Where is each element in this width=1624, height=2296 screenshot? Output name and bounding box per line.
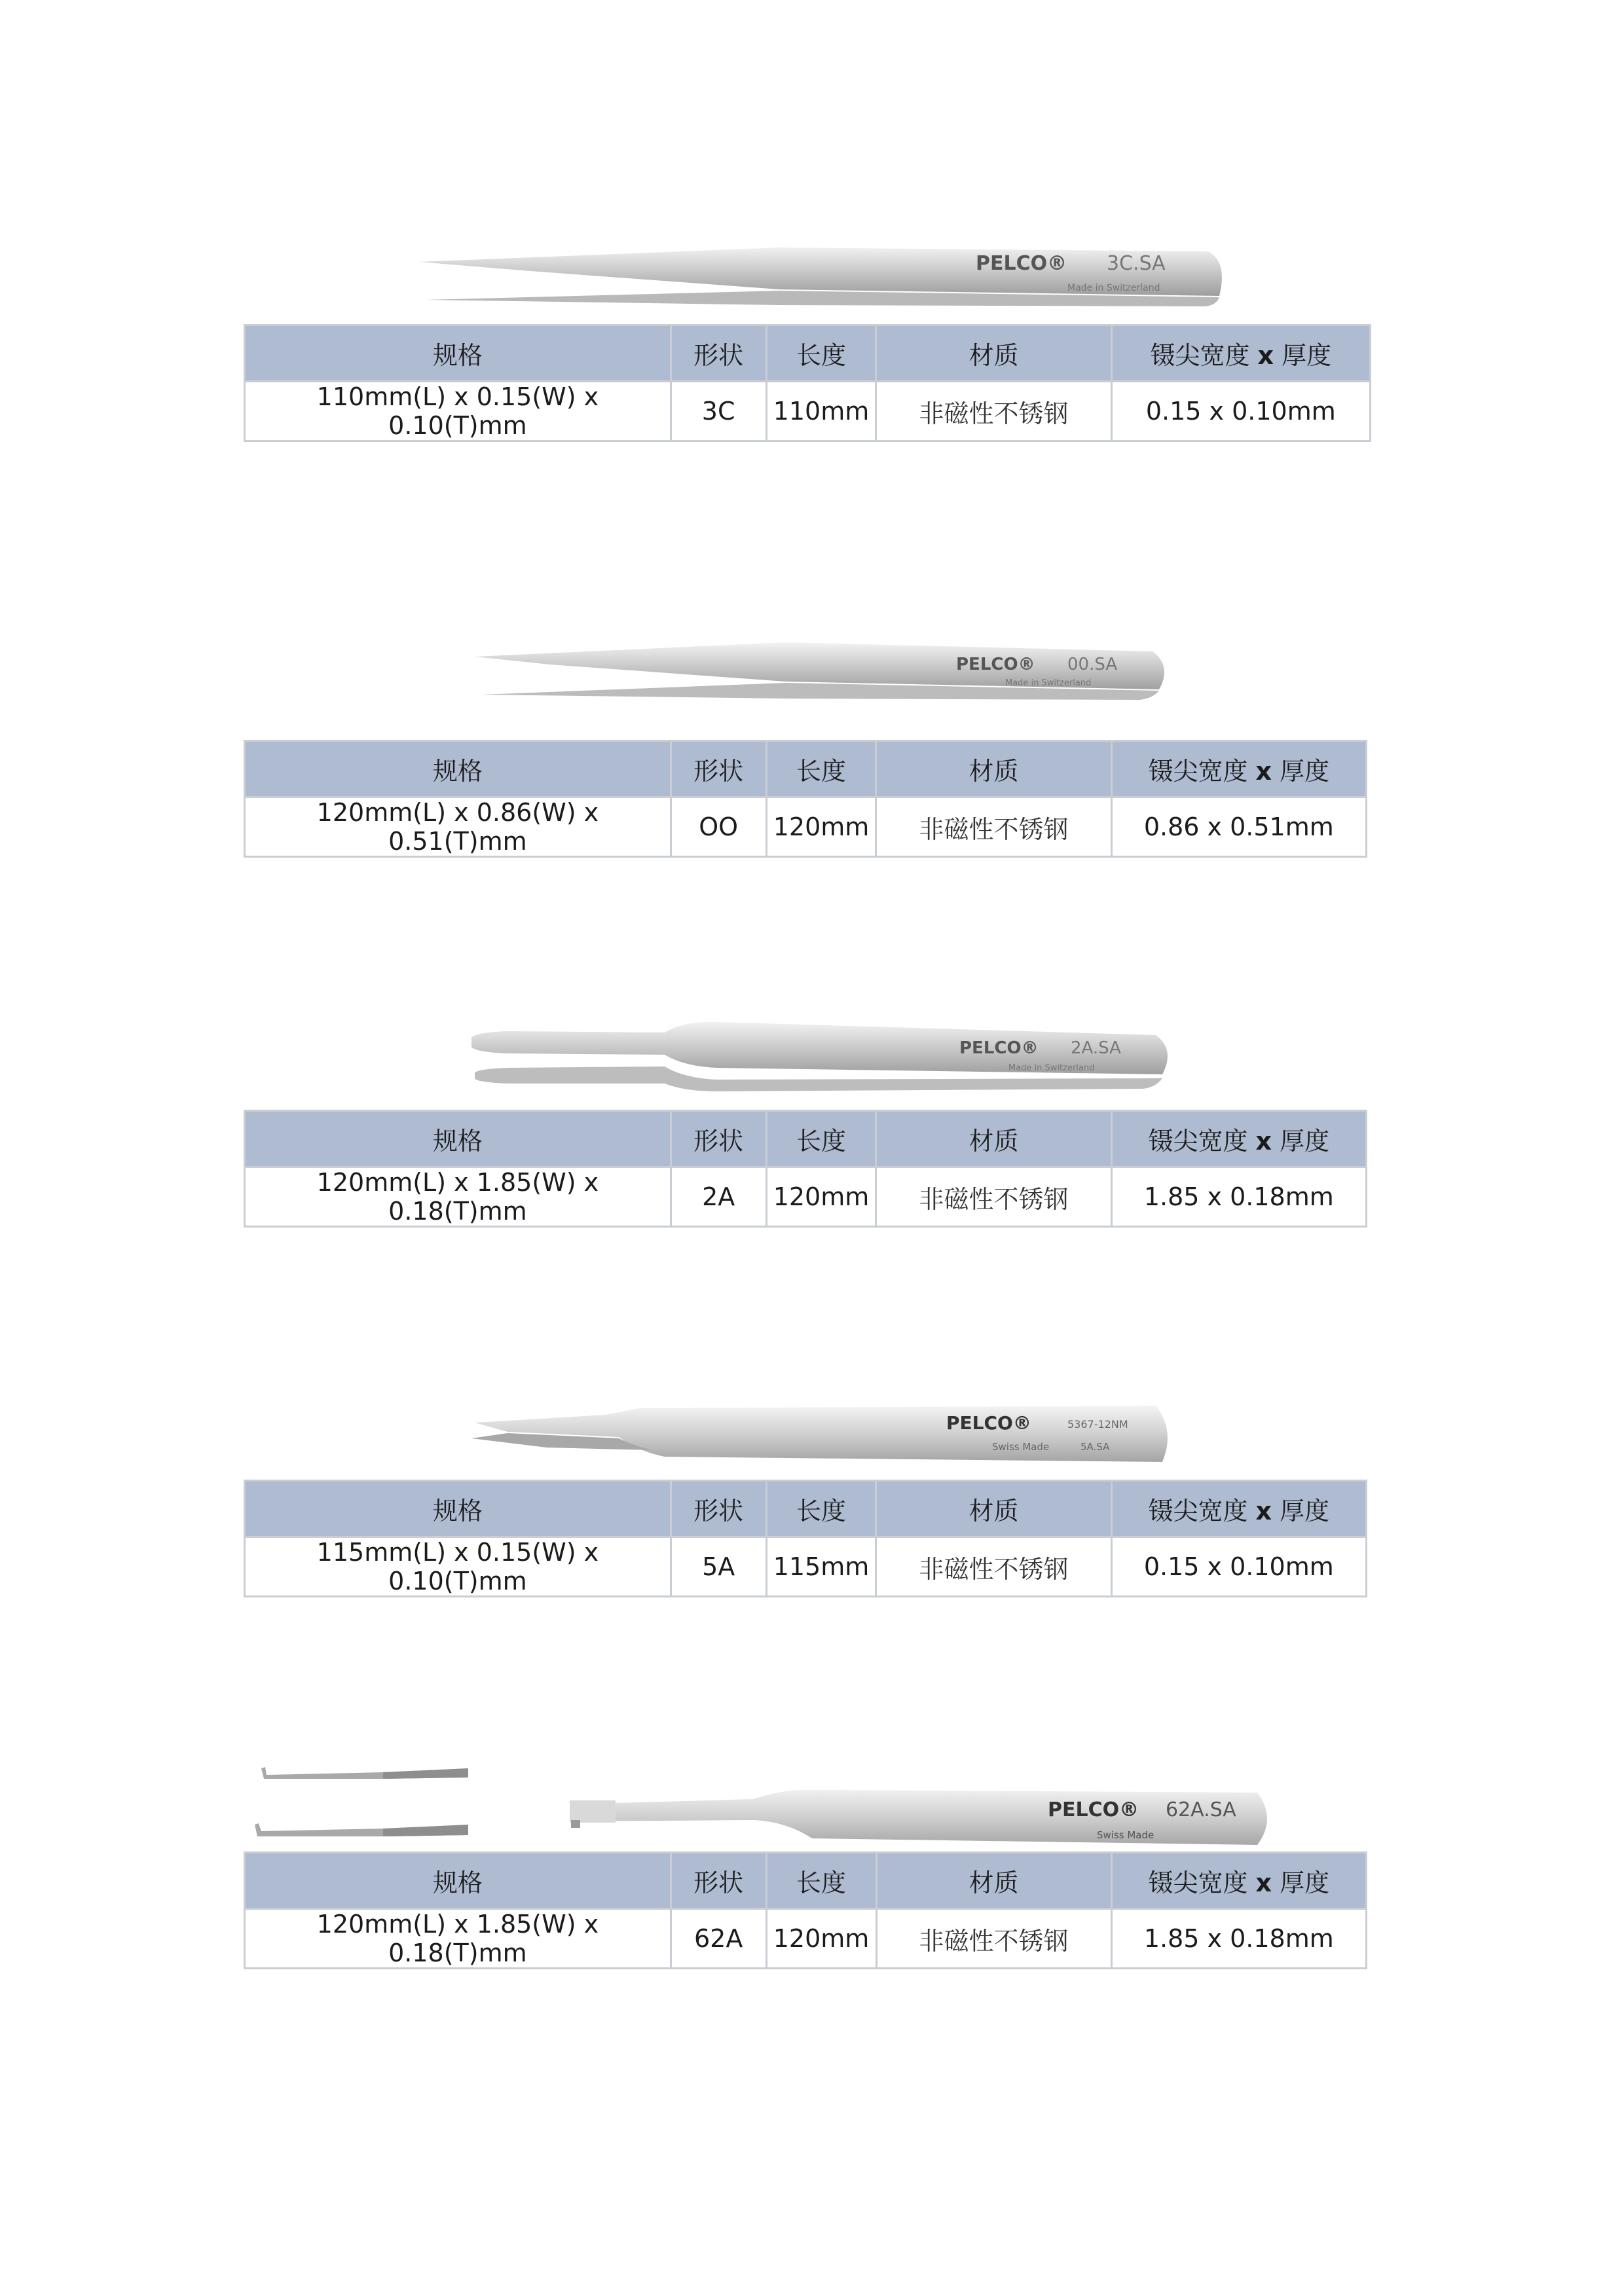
spec-table [244,1110,1367,1228]
header-spec: 规格 [245,1853,671,1909]
model-label: 62A.SA [1166,1798,1236,1821]
cell-spec: 120mm(L) x 0.86(W) x 0.51(T)mm [245,797,671,857]
header-length: 长度 [766,741,876,797]
header-spec: 规格 [245,1111,671,1167]
spec-table [244,1480,1367,1597]
header-length: 长度 [766,325,876,382]
tweezers-image [468,1391,1175,1470]
header-material: 材质 [876,325,1111,382]
cell-material: 非磁性不锈钢 [876,1167,1111,1227]
table-header-row [245,1481,1367,1537]
cell-length: 115mm [766,1537,876,1597]
header-shape: 形状 [671,325,766,382]
cell-shape: 62A [671,1909,766,1969]
spec-table [244,740,1367,858]
cell-length: 120mm [766,797,876,857]
spec-table [244,324,1371,442]
origin-label: Made in Switzerland [1005,678,1092,688]
cell-material: 非磁性不锈钢 [876,1537,1111,1597]
tweezers-tip-detail-image [252,1751,468,1850]
cell-shape: OO [671,797,766,857]
cell-material: 非磁性不锈钢 [876,1909,1111,1969]
brand-label: PELCO® [1048,1798,1139,1821]
cell-length: 120mm [766,1909,876,1969]
cell-tip-size: 0.86 x 0.51mm [1111,797,1366,857]
origin-label: Swiss Made [1097,1829,1154,1841]
cell-material: 非磁性不锈钢 [876,797,1111,857]
cell-material: 非磁性不锈钢 [876,382,1111,441]
header-shape: 形状 [671,1853,766,1909]
cell-length: 110mm [766,382,876,441]
header-spec: 规格 [245,325,671,382]
brand-label: PELCO® [946,1412,1031,1434]
cell-spec: 120mm(L) x 1.85(W) x 0.18(T)mm [245,1167,671,1227]
table-row [245,1537,1367,1597]
table-header-row [245,325,1371,382]
header-length: 长度 [766,1111,876,1167]
header-material: 材质 [876,1853,1111,1909]
brand-label: PELCO® [976,252,1067,275]
table-row [245,797,1367,857]
header-shape: 形状 [671,1481,766,1537]
origin-label: Made in Switzerland [1067,283,1160,293]
header-material: 材质 [876,741,1111,797]
cell-spec: 115mm(L) x 0.15(W) x 0.10(T)mm [245,1537,671,1597]
header-material: 材质 [876,1111,1111,1167]
table-row [245,382,1371,441]
cell-tip-size: 1.85 x 0.18mm [1111,1167,1366,1227]
header-spec: 规格 [245,741,671,797]
spec-table [244,1851,1367,1969]
header-tip-size: 镊尖宽度 x 厚度 [1111,1111,1366,1167]
tweezers-image [471,638,1172,704]
model-label-secondary: 5A.SA [1080,1441,1110,1453]
cell-shape: 2A [671,1167,766,1227]
header-shape: 形状 [671,741,766,797]
header-tip-size: 镊尖宽度 x 厚度 [1111,325,1370,382]
header-tip-size: 镊尖宽度 x 厚度 [1111,1481,1366,1537]
cell-tip-size: 0.15 x 0.10mm [1111,382,1370,441]
origin-label: Swiss Made [992,1441,1050,1453]
cell-shape: 3C [671,382,766,441]
table-header-row [245,741,1367,797]
cell-tip-size: 0.15 x 0.10mm [1111,1537,1366,1597]
table-row [245,1909,1367,1969]
tweezers-image [563,1756,1270,1854]
tweezers-image [413,242,1231,316]
model-label: 5367-12NM [1067,1418,1128,1430]
header-spec: 规格 [245,1481,671,1537]
cell-spec: 120mm(L) x 1.85(W) x 0.18(T)mm [245,1909,671,1969]
table-row [245,1167,1367,1227]
origin-label: Made in Switzerland [1008,1063,1095,1073]
tweezers-image [468,1018,1175,1095]
table-header-row [245,1853,1367,1909]
header-material: 材质 [876,1481,1111,1537]
table-header-row [245,1111,1367,1167]
header-tip-size: 镊尖宽度 x 厚度 [1111,741,1366,797]
cell-spec: 110mm(L) x 0.15(W) x 0.10(T)mm [245,382,671,441]
model-label: 2A.SA [1071,1038,1121,1058]
cell-length: 120mm [766,1167,876,1227]
header-tip-size: 镊尖宽度 x 厚度 [1111,1853,1366,1909]
header-length: 长度 [766,1481,876,1537]
header-length: 长度 [766,1853,876,1909]
model-label: 00.SA [1067,655,1118,674]
cell-shape: 5A [671,1537,766,1597]
brand-label: PELCO® [959,1038,1039,1058]
brand-label: PELCO® [956,655,1035,674]
cell-tip-size: 1.85 x 0.18mm [1111,1909,1366,1969]
model-label: 3C.SA [1107,252,1166,275]
header-shape: 形状 [671,1111,766,1167]
